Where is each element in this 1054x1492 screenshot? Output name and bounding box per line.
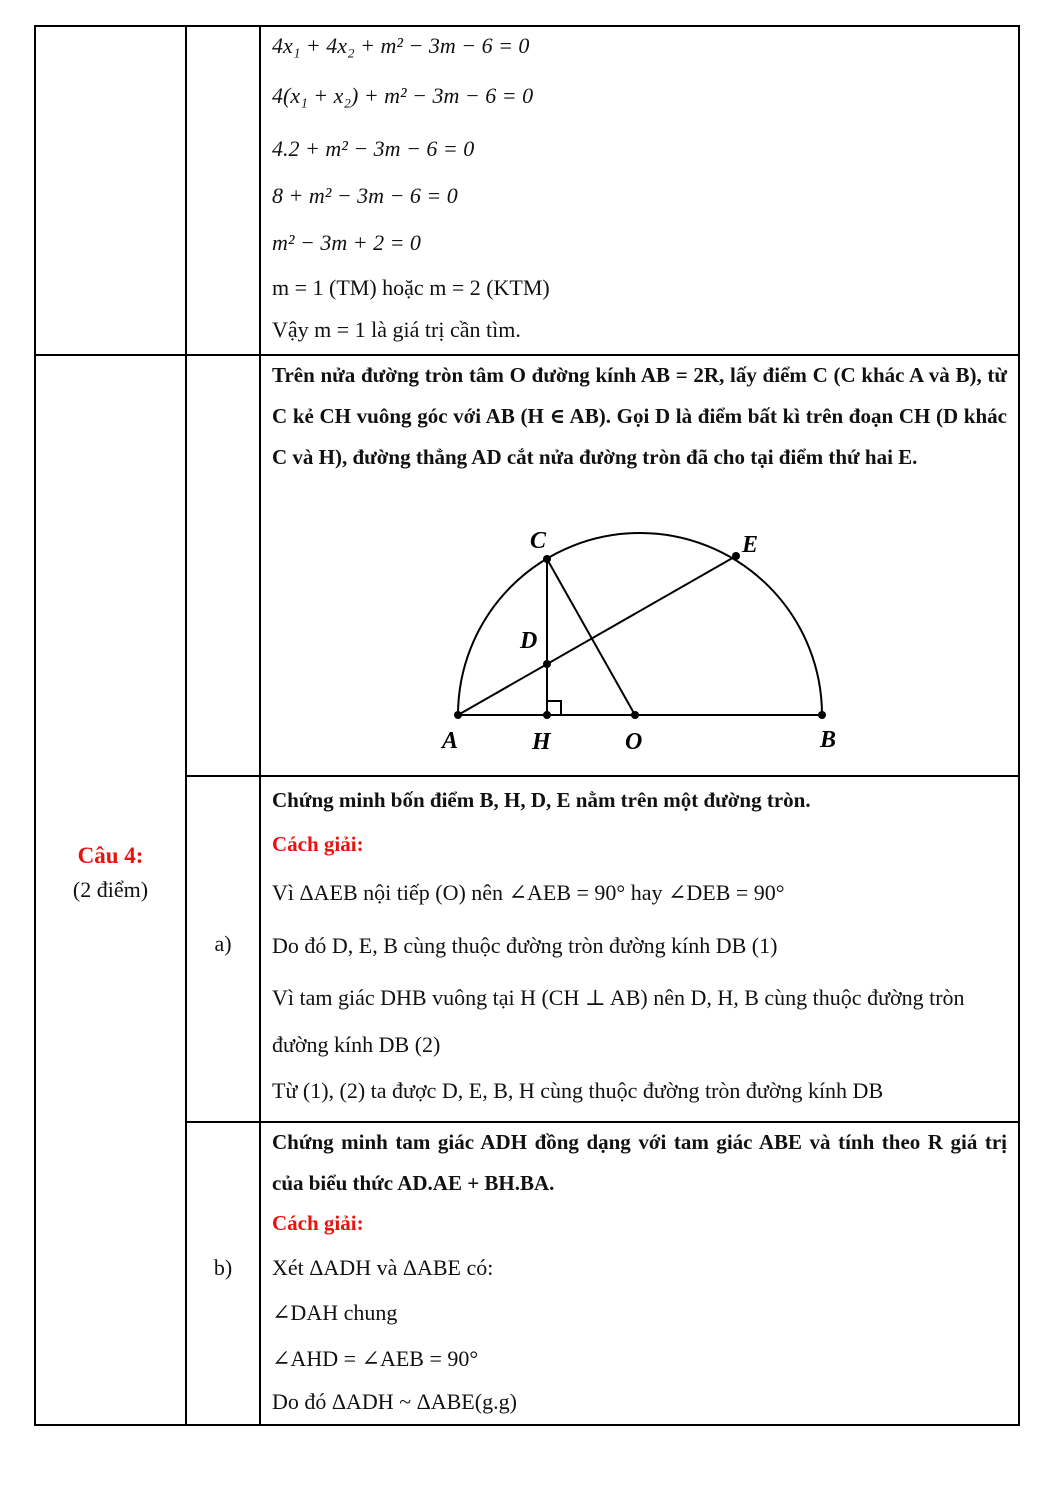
equation-line-2: 4(x₁ + x₂) + m² − 3m − 6 = 0 bbox=[272, 83, 534, 108]
part-b-prompt: Chứng minh tam giác ADH đồng dạng với tam giác ABE và tính theo R giá trị của biểu thức AD.AE + BH.BA. bbox=[272, 1130, 1007, 1195]
part-b-label: b) bbox=[213, 1255, 233, 1280]
label-h: H bbox=[532, 729, 551, 755]
label-d: D bbox=[520, 628, 538, 654]
label-b: B bbox=[820, 727, 837, 753]
equation-line-1: 4x₁ + 4x₂ + m² − 3m − 6 = 0 bbox=[272, 33, 530, 58]
question-label-block bbox=[35, 843, 186, 903]
part-a-line-1: Vì ΔAEB nội tiếp (O) nên ∠AEB = 90° hay ∠DEB = 90° bbox=[272, 880, 785, 905]
part-a-line-3: Vì tam giác DHB vuông tại H (CH ⊥ AB) nên D, H, B cùng thuộc đường tròn bbox=[272, 985, 965, 1010]
part-a-prompt: Chứng minh bốn điểm B, H, D, E nằm trên một đường tròn. bbox=[272, 788, 811, 812]
semicircle-arc bbox=[458, 533, 822, 715]
part-b-method: Cách giải: bbox=[272, 1211, 364, 1235]
equation-line-5: m² − 3m + 2 = 0 bbox=[272, 230, 421, 255]
point-e bbox=[732, 552, 740, 560]
part-b-line-2: ∠DAH chung bbox=[272, 1300, 398, 1325]
point-d bbox=[543, 660, 551, 668]
point-b bbox=[818, 711, 826, 719]
part-a-line-5: Từ (1), (2) ta được D, E, B, H cùng thuộc đường tròn đường kính DB bbox=[272, 1078, 884, 1103]
geometry-figure bbox=[430, 515, 860, 765]
point-c bbox=[543, 555, 551, 563]
label-a: A bbox=[442, 728, 459, 754]
part-b-line-3: ∠AHD = ∠AEB = 90° bbox=[272, 1346, 479, 1371]
conclusion-line: Vậy m = 1 là giá trị cần tìm. bbox=[272, 317, 521, 342]
problem-statement: Trên nửa đường tròn tâm O đường kính AB = 2R, lấy điểm C (C khác A và B), từ C kẻ CH vuông góc với AB (H ∈ AB). Gọi D là điểm bất kì trên đoạn CH (D khác C và H), đường thẳng AD cắt nửa đường tròn đã cho tại điểm thứ hai E. bbox=[272, 363, 1007, 469]
equation-line-3: 4.2 + m² − 3m − 6 = 0 bbox=[272, 136, 475, 161]
point-h bbox=[543, 711, 551, 719]
segment-ae bbox=[458, 556, 736, 715]
point-o bbox=[631, 711, 639, 719]
part-a-line-4: đường kính DB (2) bbox=[272, 1032, 441, 1057]
label-e: E bbox=[742, 532, 759, 558]
question-points: (2 điểm) bbox=[72, 877, 149, 902]
part-a-label: a) bbox=[214, 931, 232, 956]
question-label: Câu 4: bbox=[77, 843, 144, 868]
equation-line-6: m = 1 (TM) hoặc m = 2 (KTM) bbox=[272, 275, 550, 300]
segment-co bbox=[547, 559, 635, 715]
part-a-line-2: Do đó D, E, B cùng thuộc đường tròn đường kính DB (1) bbox=[272, 933, 778, 958]
part-a-method: Cách giải: bbox=[272, 832, 364, 856]
part-b-line-1: Xét ΔADH và ΔABE có: bbox=[272, 1255, 494, 1280]
label-c: C bbox=[530, 528, 547, 554]
part-b-line-4: Do đó ΔADH ~ ΔABE(g.g) bbox=[272, 1389, 517, 1414]
label-o: O bbox=[625, 729, 643, 755]
point-a bbox=[454, 711, 462, 719]
equation-line-4: 8 + m² − 3m − 6 = 0 bbox=[272, 183, 458, 208]
